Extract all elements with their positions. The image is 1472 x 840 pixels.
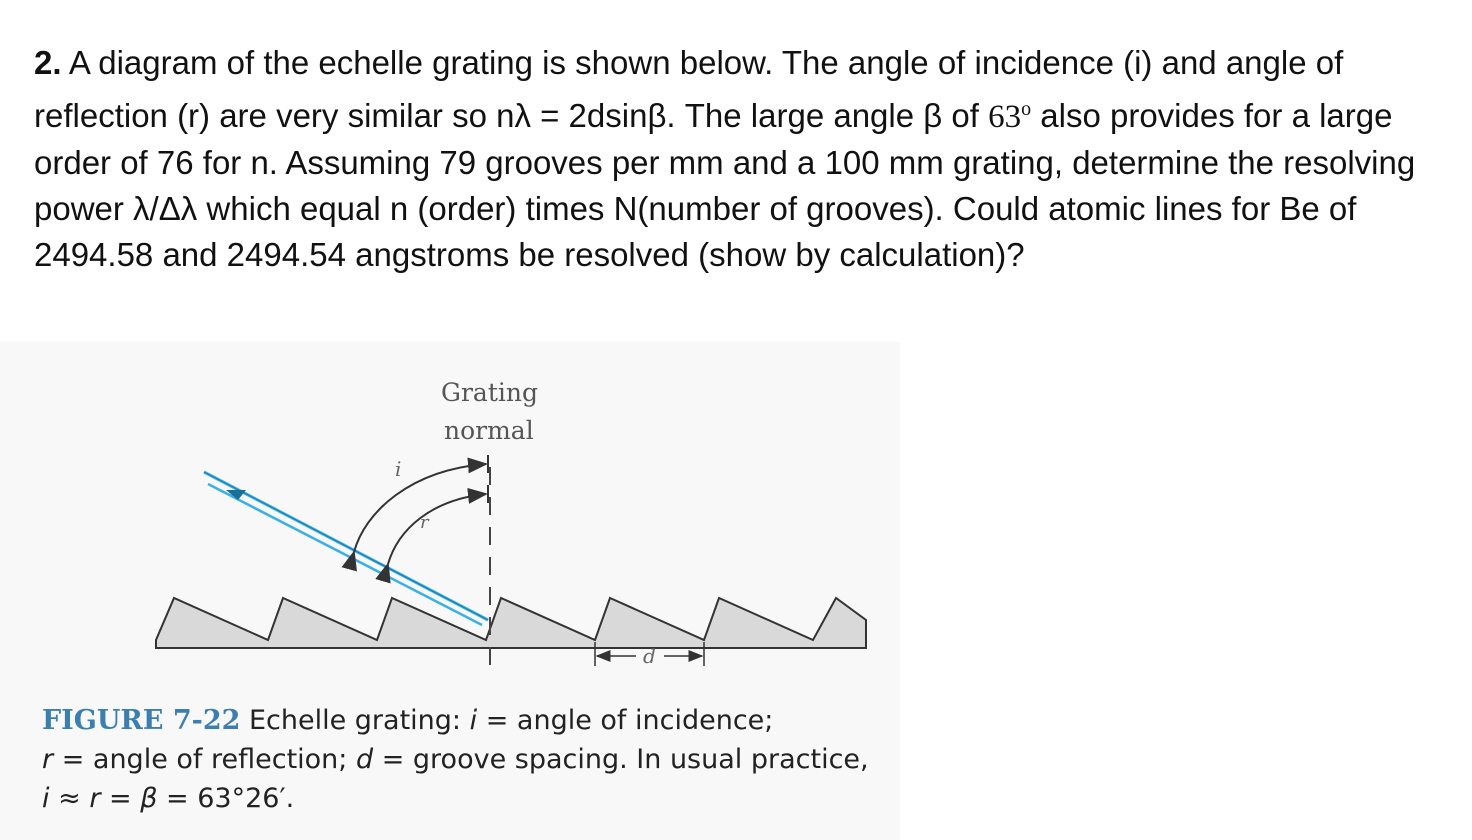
caption-line-3 bbox=[42, 779, 892, 818]
question-number: 2. bbox=[34, 44, 62, 81]
caption-var: r bbox=[89, 783, 101, 814]
caption-text: Echelle grating: bbox=[240, 705, 470, 736]
label-i: i bbox=[395, 457, 402, 481]
caption-line-2 bbox=[42, 740, 892, 779]
label-r: r bbox=[420, 512, 429, 533]
caption-var: i bbox=[42, 783, 50, 814]
figure-label: FIGURE 7-22 bbox=[42, 705, 241, 736]
question-text bbox=[34, 40, 1454, 278]
echelle-diagram bbox=[0, 342, 900, 702]
figure-caption bbox=[42, 701, 892, 818]
label-normal: normal bbox=[444, 416, 534, 445]
question-part2: also provides for a large order of 76 for n. Assuming 79 grooves per mm and a 100 mm grating, determine the resolving power λ/Δλ which equal n (order) times N(number of grooves). Could atomic lines for Be of 2494.58 and 2494.54 angstroms be resolved (show by calculation)? bbox=[34, 97, 1416, 273]
caption-text: = angle of reflection; bbox=[53, 744, 356, 775]
angle-value: 63 bbox=[988, 99, 1022, 135]
grating-profile bbox=[156, 598, 866, 648]
caption-text: = 63°26′. bbox=[157, 783, 295, 814]
angle-i-arc bbox=[354, 464, 486, 552]
caption-var: β bbox=[140, 783, 158, 814]
caption-line-1 bbox=[42, 701, 892, 740]
label-grating: Grating bbox=[441, 378, 538, 407]
angle-unit: o bbox=[1021, 98, 1032, 120]
caption-text: = bbox=[100, 783, 141, 814]
caption-text: = groove spacing. In usual practice, bbox=[373, 744, 869, 775]
caption-text: ≈ bbox=[49, 783, 90, 814]
caption-var: i bbox=[469, 705, 478, 736]
question-part1: A diagram of the echelle grating is shown below. The angle of incidence (i) and angle of reflection (r) are very similar so nλ = 2dsinβ. The large angle β of bbox=[34, 44, 1344, 134]
angle-r-arc bbox=[388, 494, 486, 564]
label-d: d bbox=[643, 644, 656, 668]
caption-text: = angle of incidence; bbox=[477, 705, 774, 736]
caption-var: d bbox=[355, 744, 374, 775]
caption-var: r bbox=[42, 744, 54, 775]
